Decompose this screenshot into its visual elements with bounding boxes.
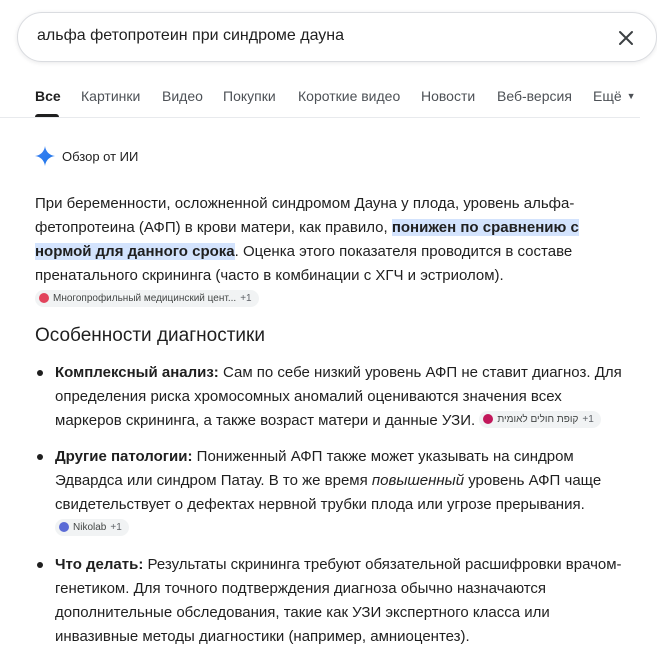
bullet-text: Сам по себе низкий уровень АФП не ставит диагноз. Для определения риска хромосомных аномалий оцениваются значения всех маркеров скрининга, а также возраст матери и данные УЗИ.: [55, 364, 622, 429]
list-item: [35, 445, 625, 541]
source-chip-label: קופת חולים לאומית: [497, 413, 579, 425]
tab-more[interactable]: [593, 88, 636, 104]
tabs-divider: [0, 117, 640, 118]
bullet-term: Комплексный анализ:: [55, 364, 219, 381]
section-title: Особенности диагностики: [35, 325, 265, 346]
source-chip[interactable]: [35, 290, 259, 307]
tab-web[interactable]: Веб-версия: [497, 88, 572, 104]
ai-overview-title: Обзор от ИИ: [62, 149, 139, 164]
bullet-term: Другие патологии:: [55, 448, 193, 465]
source-chip-label: Многопрофильный медицинский цент...: [53, 292, 237, 304]
bullet-text-continued: уровень АФП чаще свидетельствует о дефектах нервной трубки плода или угрозе прерывания.: [55, 472, 602, 513]
ai-overview-intro: [35, 192, 625, 312]
intro-text-continued: . Оценка этого показателя проводится в составе пренатального скрининга (часто в комбинации с ХГЧ и эстриолом).: [35, 243, 573, 284]
bullet-emphasis: повышенный: [371, 472, 465, 489]
tab-shopping[interactable]: Покупки: [223, 88, 276, 104]
tab-short-videos[interactable]: Короткие видео: [298, 88, 401, 104]
caret-down-icon: ▼: [626, 91, 636, 101]
bullet-text: Пониженный АФП также может указывать на синдром Эдвардса или синдром Патау. В то же время: [55, 448, 574, 489]
source-chip-label: Nikolab: [73, 521, 107, 533]
bullet-text: Результаты скрининга требуют обязательной расшифровки врачом-генетиком. Для точного подтверждения диагноза обычно назначаются дополнительные обследования, такие как УЗИ экспертного класса или инвазивные методы диагностики (например, амниоцентез).: [55, 556, 622, 645]
source-favicon-icon: [59, 522, 69, 532]
source-favicon-icon: [39, 293, 49, 303]
source-chip[interactable]: [55, 519, 129, 536]
search-bar[interactable]: [17, 12, 657, 62]
search-tabs: [0, 88, 640, 120]
sparkle-icon: [35, 146, 55, 166]
source-chip-count: +1: [240, 292, 252, 304]
intro-highlight: понижен по сравнению с нормой для данного срока: [35, 219, 579, 260]
tab-more-label: Ещё: [593, 88, 622, 104]
source-chip-count: +1: [582, 413, 594, 425]
source-chip[interactable]: [479, 411, 600, 428]
tab-images[interactable]: Картинки: [81, 88, 141, 104]
source-chip-count: +1: [110, 521, 122, 533]
search-input[interactable]: альфа фетопротеин при синдроме дауна: [37, 27, 345, 44]
tab-all[interactable]: Все: [35, 88, 61, 104]
intro-text: При беременности, осложненной синдромом Дауна у плода, уровень альфа-фетопротеина (АФП) в крови матери, как правило,: [35, 195, 575, 236]
tab-video[interactable]: Видео: [162, 88, 203, 104]
source-favicon-icon: [483, 414, 493, 424]
list-item: [35, 553, 625, 649]
list-item: [35, 361, 625, 433]
close-icon[interactable]: [614, 26, 638, 50]
diagnostics-list: [35, 361, 625, 649]
bullet-term: Что делать:: [55, 556, 144, 573]
tab-news[interactable]: Новости: [421, 88, 476, 104]
